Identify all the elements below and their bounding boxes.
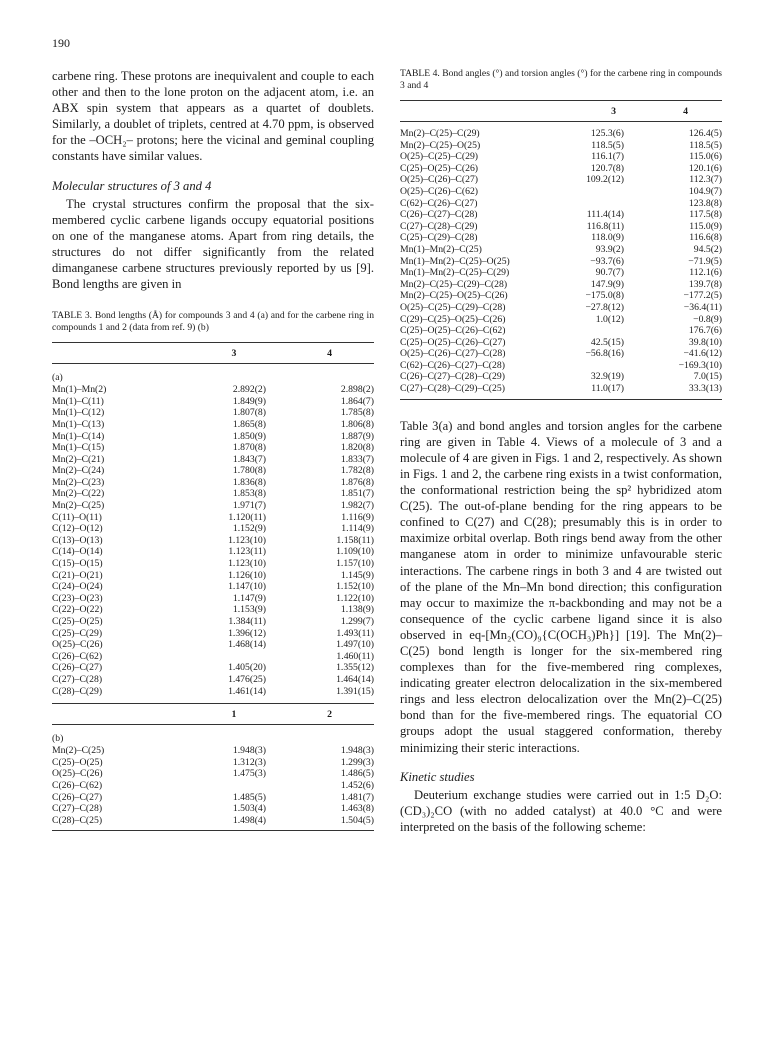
value-cell: 1.481(7)	[340, 791, 374, 803]
table-row	[52, 558, 374, 570]
table-row	[400, 267, 722, 279]
value-cell: 109.2(12)	[586, 174, 624, 186]
table-row	[52, 639, 374, 651]
table-row	[400, 186, 722, 198]
value-cell: 1.498(4)	[232, 814, 266, 826]
value-cell: 117.5(8)	[689, 209, 722, 221]
value-cell: 111.4(14)	[586, 209, 624, 221]
value-cell: 1.109(10)	[336, 546, 374, 558]
table-row	[400, 383, 722, 395]
value-cell: 1.123(11)	[228, 546, 266, 558]
value-cell: 1.299(7)	[340, 616, 374, 627]
value-cell: 1.396(12)	[228, 627, 266, 639]
value-cell: 1.468(14)	[228, 639, 266, 651]
table-row	[52, 477, 374, 489]
bond-label-cell: O(25)–C(26)–C(27)	[400, 174, 479, 186]
table-row	[52, 593, 374, 605]
value-cell: 1.807(8)	[232, 407, 266, 419]
table-row	[52, 431, 374, 443]
column-header: 4	[683, 106, 688, 117]
value-cell: 104.9(7)	[688, 185, 722, 197]
table-row	[52, 616, 374, 628]
table-section-label: (a)	[52, 372, 63, 384]
value-cell: 1.153(9)	[232, 604, 266, 616]
body-paragraph: Deuterium exchange studies were carried out in 1:5 D₂O:(CD₃)₂CO (with no added catalyst) at 40.0 °C and were interpreted on the basis of the following scheme:	[400, 787, 722, 834]
section-heading: Kinetic studies	[400, 769, 475, 784]
value-cell: 1.806(8)	[340, 418, 374, 430]
bond-label-cell: C(28)–C(25)	[52, 814, 103, 826]
value-cell	[560, 325, 624, 337]
table-row	[52, 488, 374, 500]
table-header	[52, 704, 374, 724]
table-row	[52, 651, 374, 663]
column-header: 1	[231, 709, 237, 721]
bond-label-cell: Mn(1)–Mn(2)–C(25)–O(25)	[400, 255, 510, 267]
table-row	[400, 209, 722, 221]
table-row	[400, 174, 722, 186]
value-cell: 90.7(7)	[595, 267, 624, 279]
bond-label-cell: Mn(2)–C(25)–C(29)–C(28)	[400, 278, 508, 290]
section-heading: Molecular structures of 3 and 4	[52, 178, 212, 193]
value-cell: 1.887(9)	[340, 430, 374, 442]
table-row	[400, 279, 722, 291]
bond-label-cell: C(27)–C(28)–C(29)–C(25)	[400, 383, 505, 395]
bond-label-cell: C(25)–C(29)	[52, 627, 103, 639]
page-number: 190	[52, 36, 70, 50]
table-row	[52, 512, 374, 524]
value-cell: −71.9(5)	[688, 255, 722, 267]
value-cell: 1.152(10)	[336, 581, 374, 593]
table-row	[52, 546, 374, 558]
bond-label-cell: O(25)–C(25)–C(29)	[400, 151, 479, 163]
value-cell: 1.114(9)	[341, 523, 374, 535]
bond-label-cell: C(25)–O(25)–C(26)	[400, 162, 479, 174]
value-cell: 1.138(9)	[340, 604, 374, 616]
value-cell: 1.820(8)	[340, 442, 374, 454]
table-rule	[52, 830, 374, 831]
value-cell: 1.405(20)	[228, 662, 266, 674]
value-cell: 120.7(8)	[590, 162, 624, 174]
bond-label-cell: C(23)–O(23)	[52, 592, 103, 604]
value-cell: 1.152(9)	[232, 523, 266, 535]
table-row	[400, 198, 722, 210]
value-cell: 1.785(8)	[340, 407, 374, 419]
value-cell: 115.0(9)	[689, 220, 722, 232]
bond-label-cell: Mn(1)–C(15)	[52, 442, 105, 454]
bond-label-cell: Mn(2)–C(25)	[52, 745, 105, 757]
body-paragraph: The crystal structures confirm the proposal that the six-membered cyclic carbene ligands occupy equatorial positions on one of the manganese atoms. Apart from ring details, the structures do not differ significantly from the related dimanganese carbene structures previously reported by us [9]. Bond lengths are given in	[52, 196, 374, 292]
bond-angle-table	[400, 128, 722, 395]
value-cell: 125.3(6)	[590, 128, 624, 139]
value-cell: 1.145(9)	[340, 569, 374, 581]
bond-label-cell: C(15)–O(15)	[52, 558, 103, 570]
bond-label-cell: C(26)–C(27)–C(28)	[400, 209, 478, 221]
bond-label-cell: C(14)–O(14)	[52, 546, 103, 558]
table-row	[400, 314, 722, 326]
left-column	[52, 68, 374, 831]
value-cell	[560, 360, 624, 372]
value-cell: 1.876(8)	[340, 476, 374, 488]
table-row	[52, 803, 374, 815]
value-cell: 112.1(6)	[689, 267, 722, 279]
bond-label-cell: Mn(2)–C(24)	[52, 465, 105, 477]
bond-label-cell: C(27)–C(28)	[52, 673, 103, 685]
bond-label-cell: C(27)–C(28)	[52, 803, 103, 815]
value-cell: −169.3(10)	[678, 359, 722, 371]
value-cell: 118.5(5)	[689, 139, 722, 151]
value-cell: 112.3(7)	[689, 174, 722, 186]
table-caption: TABLE 3. Bond lengths (Å) for compounds 3 and 4 (a) and for the carbene ring in compounds 1 and 2 (data from ref. 9) (b)	[52, 310, 374, 334]
value-cell: 176.7(6)	[688, 325, 722, 337]
value-cell: 1.452(6)	[340, 779, 374, 791]
body-paragraph: Table 3(a) and bond angles and torsion angles for the carbene ring are given in Table 4. Views of a molecule of 3 and a molecule of 4 are given in Figs. 1 and 2, respectively. As shown in Figs. 1 and 2, the carbene ring exists in a twist conformation, the conformational restriction being the sp² hybridized atom C(25). The out-of-plane bending for the ring appears to be confined to C(27) and C(28); presumably this is in order to maximize orbital overlap. Both rings bend away from the other manganese atom in order to minimize unfavourable steric interactions. The carbene rings in both 3 and 4 are twisted out of the plane of the Mn–Mn bond direction; this configuration may occur to maximize the π-backbonding and may not be a consequence of the cyclic carbene ligand since it is also observed in eq-[Mn₂(CO)₉{C(OCH₃)Ph}] [19]. The Mn(2)–C(25) bond length is longer for the six-membered ring complexes than for the five-membered ring complexes, indicating greater electron delocalization in the six-membered rings and less electron delocalization over the Mn(2)–C(25) bond than for the five-membered rings. The equatorial CO groups adopt the usual staggered conformation, thereby minimizing their steric interactions.	[400, 418, 723, 755]
value-cell: 1.836(8)	[232, 476, 266, 488]
value-cell: 1.971(7)	[232, 500, 266, 512]
column-header: 3	[231, 348, 237, 360]
table-row	[52, 628, 374, 640]
table-row	[52, 396, 374, 408]
column-header: 3	[611, 106, 616, 117]
value-cell: 116.6(8)	[689, 232, 722, 244]
value-cell: 93.9(2)	[595, 243, 624, 255]
value-cell: 1.504(5)	[340, 814, 374, 826]
column-header: 4	[327, 348, 332, 360]
table-row	[400, 371, 722, 383]
value-cell: 116.1(7)	[591, 151, 624, 163]
bond-label-cell: C(26)–C(27)–C(28)–C(29)	[400, 371, 505, 383]
bond-label-cell: Mn(2)–C(25)–C(29)	[400, 128, 480, 139]
table-row	[52, 523, 374, 535]
value-cell: 1.312(3)	[232, 756, 266, 768]
bond-label-cell: Mn(1)–C(13)	[52, 418, 105, 430]
table-row	[52, 745, 374, 757]
value-cell: 120.1(6)	[688, 162, 722, 174]
value-cell: 1.870(8)	[232, 442, 266, 454]
bond-length-table-b	[52, 745, 374, 826]
value-cell: 147.9(9)	[590, 278, 624, 290]
value-cell	[202, 651, 266, 663]
table-row	[400, 244, 722, 256]
value-cell: 1.123(10)	[228, 534, 266, 546]
value-cell: 2.892(2)	[232, 384, 266, 396]
bond-label-cell: C(62)–C(26)–C(27)	[400, 197, 478, 209]
table-row	[400, 140, 722, 152]
bond-label-cell: C(25)–O(25)	[52, 616, 103, 627]
value-cell: 1.486(5)	[340, 768, 374, 780]
value-cell: 1.782(8)	[340, 465, 374, 477]
value-cell: 1.843(7)	[232, 453, 266, 465]
value-cell: 1.384(11)	[228, 616, 266, 627]
value-cell: 1.299(3)	[340, 756, 374, 768]
bond-label-cell: C(11)–O(11)	[52, 511, 102, 523]
table-row	[52, 454, 374, 466]
table-header	[400, 101, 722, 121]
value-cell: −0.8(9)	[693, 313, 722, 325]
table-caption: TABLE 4. Bond angles (°) and torsion angles (°) for the carbene ring in compounds 3 and 4	[400, 68, 722, 91]
value-cell: −56.8(16)	[585, 348, 624, 360]
bond-label-cell: C(12)–O(12)	[52, 523, 103, 535]
value-cell: 1.485(5)	[232, 791, 266, 803]
table-row	[400, 232, 722, 244]
bond-label-cell: Mn(2)–C(25)–O(25)	[400, 139, 481, 151]
table-row	[400, 256, 722, 268]
value-cell: 1.461(14)	[228, 685, 266, 697]
value-cell: 1.120(11)	[228, 511, 266, 523]
bond-label-cell: C(25)–O(25)	[52, 756, 103, 768]
value-cell: 1.503(4)	[232, 803, 266, 815]
table-row	[52, 407, 374, 419]
table-row	[52, 604, 374, 616]
value-cell: 123.8(8)	[688, 197, 722, 209]
value-cell: 1.851(7)	[340, 488, 374, 500]
bond-label-cell: O(25)–C(26)	[52, 768, 103, 780]
value-cell: −93.7(6)	[590, 255, 624, 267]
bond-label-cell: C(26)–C(62)	[52, 779, 103, 791]
bond-label-cell: C(28)–C(29)	[52, 685, 103, 697]
table-section-label: (b)	[52, 733, 64, 745]
value-cell: 1.464(14)	[336, 673, 374, 685]
value-cell: 1.123(10)	[228, 558, 266, 570]
value-cell: 1.355(12)	[336, 662, 374, 674]
value-cell: 33.3(13)	[688, 383, 722, 395]
value-cell: 1.864(7)	[340, 395, 374, 407]
value-cell: 1.865(8)	[232, 418, 266, 430]
value-cell: −41.6(12)	[683, 348, 722, 360]
table-row	[52, 384, 374, 396]
value-cell: 118.0(9)	[591, 232, 624, 244]
bond-label-cell: C(22)–O(22)	[52, 604, 103, 616]
value-cell	[202, 780, 266, 792]
table-row	[400, 360, 722, 372]
bond-label-cell: C(25)–O(25)–C(26)–C(27)	[400, 336, 506, 348]
table-row	[400, 151, 722, 163]
bond-label-cell: Mn(1)–C(14)	[52, 430, 105, 442]
value-cell: 1.463(8)	[340, 803, 374, 815]
table-row	[52, 686, 374, 698]
value-cell: −36.4(11)	[683, 301, 722, 313]
table-row	[400, 302, 722, 314]
bond-label-cell: C(26)–C(27)	[52, 662, 103, 674]
value-cell: 118.5(5)	[591, 139, 624, 151]
value-cell: 32.9(19)	[590, 371, 624, 383]
table-row	[400, 290, 722, 302]
bond-label-cell: C(27)–C(28)–C(29)	[400, 220, 478, 232]
bond-label-cell: C(62)–C(26)–C(27)–C(28)	[400, 359, 505, 371]
value-cell: 1.116(9)	[341, 511, 374, 523]
value-cell: 2.898(2)	[340, 384, 374, 396]
bond-length-table-a	[52, 384, 374, 697]
table-row	[52, 442, 374, 454]
value-cell: 1.833(7)	[340, 453, 374, 465]
value-cell: 1.982(7)	[340, 500, 374, 512]
bond-label-cell: C(26)–C(62)	[52, 650, 103, 662]
bond-label-cell: Mn(2)–C(25)–O(25)–C(26)	[400, 290, 508, 302]
table-row	[52, 757, 374, 769]
value-cell: −175.0(8)	[585, 290, 624, 302]
bond-label-cell: O(25)–C(26)	[52, 639, 103, 651]
value-cell: 1.122(10)	[336, 592, 374, 604]
value-cell: 1.849(9)	[232, 395, 266, 407]
table-row	[400, 325, 722, 337]
value-cell: 1.157(10)	[336, 558, 374, 570]
bond-label-cell: O(25)–C(26)–C(62)	[400, 185, 479, 197]
bond-label-cell: Mn(1)–C(12)	[52, 407, 105, 419]
table-row	[52, 792, 374, 804]
value-cell: 1.475(3)	[232, 768, 266, 780]
value-cell: −177.2(5)	[683, 290, 722, 302]
value-cell: 1.126(10)	[228, 569, 266, 581]
table-row	[52, 815, 374, 827]
value-cell: 126.4(5)	[688, 128, 722, 139]
table-row	[400, 348, 722, 360]
value-cell: 1.476(25)	[228, 673, 266, 685]
value-cell: 1.780(8)	[232, 465, 266, 477]
bond-label-cell: Mn(1)–C(11)	[52, 395, 104, 407]
bond-label-cell: Mn(2)–C(22)	[52, 488, 105, 500]
table-row	[52, 581, 374, 593]
table-row	[52, 465, 374, 477]
bond-label-cell: O(25)–C(26)–C(27)–C(28)	[400, 348, 506, 360]
body-paragraph: carbene ring. These protons are inequivalent and couple to each other and then to the lone proton on the adjacent atom, i.e. an ABX spin system that appears as a quartet of doublets. Similarly, a doublet of triplets, centred at 4.70 ppm, is observed for the –OCH₂– protons; here the vicinal and geminal coupling constants have similar values.	[52, 69, 374, 164]
value-cell: 1.850(9)	[232, 430, 266, 442]
value-cell: 1.147(10)	[228, 581, 266, 593]
table-row	[52, 500, 374, 512]
value-cell: 1.948(3)	[340, 745, 374, 757]
table-row	[52, 419, 374, 431]
table-row	[400, 337, 722, 349]
table-row	[52, 780, 374, 792]
value-cell: 39.8(10)	[688, 336, 722, 348]
value-cell: 11.0(17)	[591, 383, 624, 395]
table-row	[52, 570, 374, 582]
value-cell: 116.8(11)	[586, 220, 624, 232]
table-row	[52, 674, 374, 686]
bond-label-cell: Mn(2)–C(25)	[52, 500, 105, 512]
bond-label-cell: C(24)–O(24)	[52, 581, 103, 593]
bond-label-cell: C(26)–C(27)	[52, 791, 103, 803]
column-header: 2	[327, 709, 332, 721]
value-cell: 1.147(9)	[232, 592, 266, 604]
bond-label-cell: C(13)–O(13)	[52, 534, 103, 546]
table-row	[400, 163, 722, 175]
right-column	[400, 68, 722, 835]
table-row	[52, 535, 374, 547]
value-cell: 1.391(15)	[336, 685, 374, 697]
value-cell: 1.948(3)	[232, 745, 266, 757]
bond-label-cell: C(21)–O(21)	[52, 569, 103, 581]
value-cell: 139.7(8)	[688, 278, 722, 290]
value-cell: 1.493(11)	[336, 627, 374, 639]
table-row	[52, 662, 374, 674]
bond-label-cell: C(25)–C(29)–C(28)	[400, 232, 478, 244]
table-row	[400, 128, 722, 140]
value-cell	[560, 198, 624, 210]
bond-label-cell: Mn(1)–Mn(2)	[52, 384, 107, 396]
bond-label-cell: Mn(1)–Mn(2)–C(25)	[400, 243, 482, 255]
value-cell: 1.497(10)	[336, 639, 374, 651]
bond-label-cell: C(29)–C(25)–O(25)–C(26)	[400, 313, 506, 325]
value-cell	[560, 186, 624, 198]
value-cell: 1.158(11)	[336, 534, 374, 546]
value-cell: −27.8(12)	[585, 301, 624, 313]
value-cell: 94.5(2)	[693, 243, 722, 255]
bond-label-cell: Mn(2)–C(21)	[52, 453, 105, 465]
bond-label-cell: Mn(2)–C(23)	[52, 476, 105, 488]
bond-label-cell: O(25)–C(25)–C(29)–C(28)	[400, 301, 506, 313]
table-row	[400, 221, 722, 233]
value-cell: 42.5(15)	[590, 336, 624, 348]
value-cell: 7.0(15)	[693, 371, 722, 383]
bond-label-cell: C(25)–O(25)–C(26)–C(62)	[400, 325, 506, 337]
value-cell: 115.0(6)	[689, 151, 722, 163]
bond-label-cell: Mn(1)–Mn(2)–C(25)–C(29)	[400, 267, 510, 279]
value-cell: 1.460(11)	[336, 650, 374, 662]
table-row	[52, 768, 374, 780]
value-cell: 1.0(12)	[595, 313, 624, 325]
value-cell: 1.853(8)	[232, 488, 266, 500]
table-header	[52, 343, 374, 363]
